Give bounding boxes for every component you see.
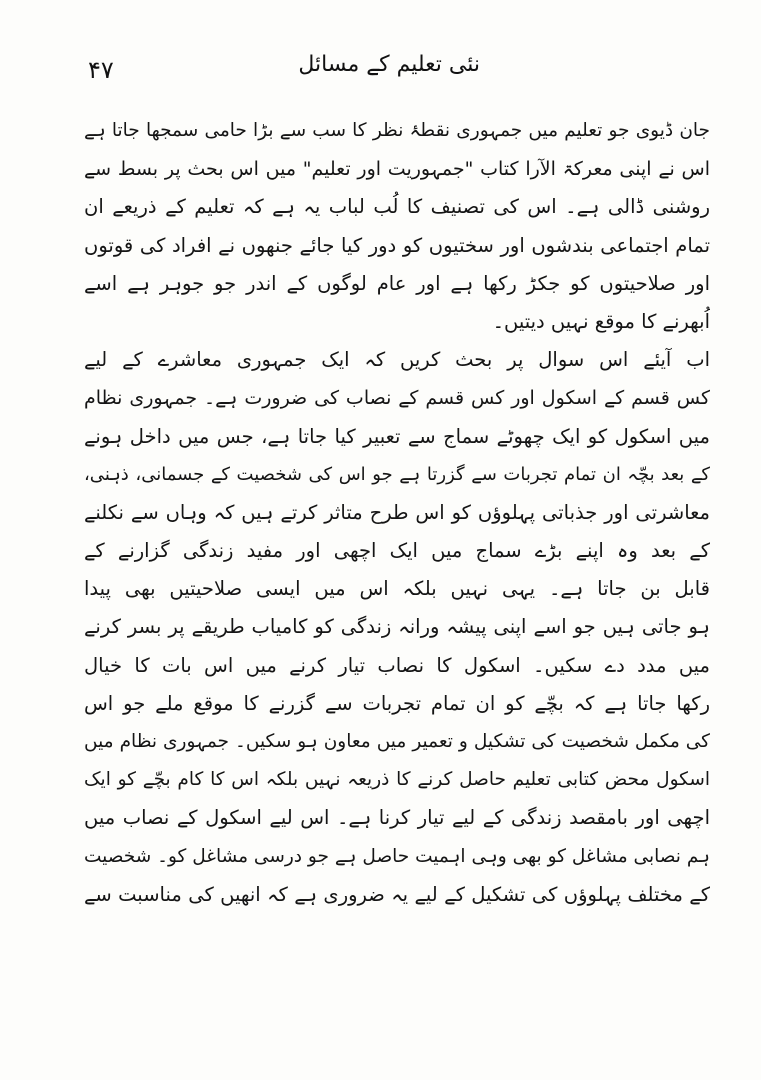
text-line: روشنی ڈالی ہے۔ اس کی تصنیف کا لُب لباب یہ ہے کہ تعلیم کے ذریعے ان — [84, 195, 710, 219]
text-line: کی مکمل شخصیت کی تشکیل و تعمیر میں معاون ہو سکیں۔ جمہوری نظام میں — [84, 731, 710, 752]
body-text — [84, 112, 710, 914]
text-line: جان ڈیوی جو تعلیم میں جمہوری نقطۂ نظر کا سب سے بڑا حامی سمجھا جاتا ہے — [84, 120, 710, 141]
text-line: ہم نصابی مشاغل کو بھی وہی اہمیت حاصل ہے جو درسی مشاغل کو۔ شخصیت — [84, 845, 710, 867]
text-line: میں مدد دے سکیں۔ اسکول کا نصاب تیار کرنے میں اس بات کا خیال — [84, 653, 710, 677]
text-line: کس قسم کے اسکول اور کس قسم کے نصاب کی ضرورت ہے۔ جمہوری نظام — [84, 387, 710, 410]
text-line: کے مختلف پہلوؤں کی تشکیل کے لیے یہ ضروری ہے کہ انھیں کی مناسبت سے — [84, 882, 710, 906]
text-line: ہو جاتی ہیں جو اسے اپنی پیشہ ورانہ زندگی کو کامیاب طریقے پر بسر کرنے — [84, 615, 710, 639]
text-line: رکھا جاتا ہے کہ بچّے کو ان تمام تجربات سے گزرنے کا موقع ملے جو اس — [84, 691, 710, 715]
text-line: میں اسکول کو ایک چھوٹے سماج سے تعبیر کیا جاتا ہے، جس میں داخل ہونے — [84, 424, 710, 448]
running-head: نئی تعلیم کے مسائل — [298, 52, 480, 77]
text-line: اب آیئے اس سوال پر بحث کریں کہ ایک جمہوری معاشرے کے لیے — [84, 348, 710, 372]
text-line: معاشرتی اور جذباتی پہلوؤں کو اس طرح متاثر کرتے ہیں کہ وہاں سے نکلنے — [84, 500, 710, 524]
text-line: اسکول محض کتابی تعلیم حاصل کرنے کا ذریعہ نہیں بلکہ اس کا کام بچّے کو ایک — [84, 769, 710, 791]
text-line: اور صلاحیتوں کو جکڑ رکھا ہے اور عام لوگوں کے اندر جو جوہر ہے اسے — [84, 271, 710, 295]
text-line: اس نے اپنی معرکۃ الآرا کتاب "جمہوریت اور تعلیم" میں اس بحث پر بسط سے — [84, 158, 710, 181]
text-line: قابل بن جاتا ہے۔ یہی نہیں بلکہ اس میں ایسی صلاحیتیں بھی پیدا — [84, 577, 710, 601]
page-number: ۴۷ — [88, 56, 114, 84]
text-line: کے بعد بچّہ ان تمام تجربات سے گزرتا ہے جو اس کی شخصیت کے جسمانی، ذہنی، — [84, 463, 710, 485]
text-line: اُبھرنے کا موقع نہیں دیتیں۔ — [492, 309, 710, 333]
text-line: کے بعد وہ اپنے بڑے سماج میں ایک اچھی اور مفید زندگی گزارنے کے — [84, 539, 710, 563]
text-line: تمام اجتماعی بندشوں اور سختیوں کو دور کیا جائے جنھوں نے افراد کی قوتوں — [84, 233, 710, 257]
text-line: اچھی اور بامقصد زندگی کے لیے تیار کرنا ہے۔ اس لیے اسکول کے نصاب میں — [84, 806, 710, 830]
